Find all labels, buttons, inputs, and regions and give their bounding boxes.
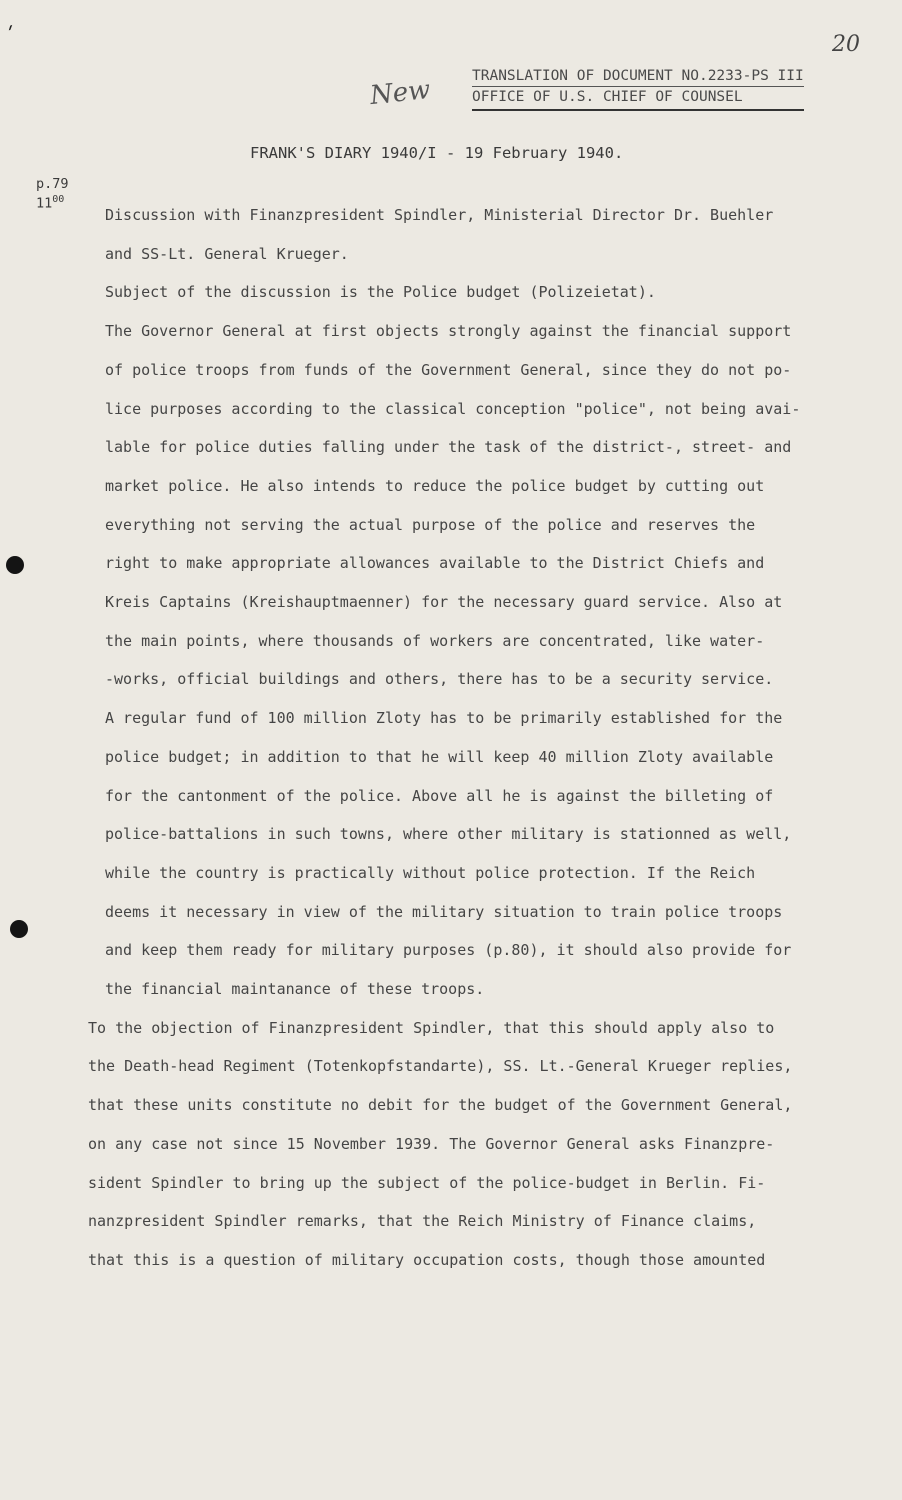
body-line: Kreis Captains (Kreishauptmaenner) for the necessary guard service. Also at: [105, 593, 783, 612]
body-line: the main points, where thousands of workers are concentrated, like water-: [105, 631, 765, 650]
body-line: that this is a question of military occupation costs, though those amounted: [88, 1250, 766, 1269]
body-line: To the objection of Finanzpresident Spindler, that this should apply also to: [88, 1018, 775, 1037]
header-translation-line: TRANSLATION OF DOCUMENT NO.2233-PS III: [472, 66, 804, 87]
body-line: sident Spindler to bring up the subject of the police-budget in Berlin. Fi-: [88, 1173, 766, 1192]
document-body: [88, 196, 868, 1280]
body-line: on any case not since 15 November 1939. The Governor General asks Finanzpre-: [88, 1134, 775, 1153]
body-line: Subject of the discussion is the Police budget (Polizeietat).: [105, 283, 656, 302]
body-line: -works, official buildings and others, there has to be a security service.: [105, 670, 774, 689]
body-line: the Death-head Regiment (Totenkopfstandarte), SS. Lt.-General Krueger replies,: [88, 1057, 793, 1076]
body-line: and SS-Lt. General Krueger.: [105, 244, 349, 263]
body-line: right to make appropriate allowances available to the District Chiefs and: [105, 554, 765, 573]
margin-page-ref: p.79: [36, 176, 69, 192]
body-line: police budget; in addition to that he will keep 40 million Zloty available: [105, 747, 774, 766]
body-line: nanzpresident Spindler remarks, that the Reich Ministry of Finance claims,: [88, 1212, 757, 1231]
body-line: Discussion with Finanzpresident Spindler, Ministerial Director Dr. Buehler: [105, 206, 774, 224]
body-line: that these units constitute no debit for the budget of the Government General,: [88, 1096, 793, 1115]
margin-time-hour: 11: [36, 195, 53, 212]
body-line: while the country is practically without police protection. If the Reich: [105, 863, 756, 882]
page-title: FRANK'S DIARY 1940/I - 19 February 1940.: [250, 144, 624, 162]
margin-time-minutes: 00: [52, 194, 65, 205]
handwritten-corner-mark: ´: [2, 22, 24, 51]
binder-hole: [10, 920, 28, 938]
body-line: A regular fund of 100 million Zloty has to be primarily established for the: [105, 709, 783, 728]
document-header: [472, 66, 804, 111]
body-line: of police troops from funds of the Government General, since they do not po-: [105, 360, 792, 379]
binder-hole: [6, 556, 24, 574]
body-line: police-battalions in such towns, where other military is stationned as well,: [105, 825, 792, 844]
body-line: market police. He also intends to reduce the police budget by cutting out: [105, 476, 765, 495]
body-line: The Governor General at first objects strongly against the financial support: [105, 322, 792, 341]
body-line: lice purposes according to the classical conception "police", not being avai-: [105, 399, 801, 418]
handwritten-page-number: 20: [832, 32, 860, 57]
body-line: the financial maintanance of these troops.: [105, 980, 485, 999]
body-line: and keep them ready for military purposes (p.80), it should also provide for: [105, 941, 792, 960]
margin-time: [36, 192, 69, 212]
body-line: for the cantonment of the police. Above all he is against the billeting of: [105, 786, 774, 805]
handwritten-new-annotation: New: [368, 74, 432, 112]
body-line: lable for police duties falling under the task of the district-, street- and: [105, 438, 792, 457]
header-office-line: OFFICE OF U.S. CHIEF OF COUNSEL: [472, 87, 804, 111]
body-line: deems it necessary in view of the military situation to train police troops: [105, 902, 783, 921]
margin-reference: [36, 176, 69, 212]
body-line: everything not serving the actual purpose of the police and reserves the: [105, 515, 756, 534]
